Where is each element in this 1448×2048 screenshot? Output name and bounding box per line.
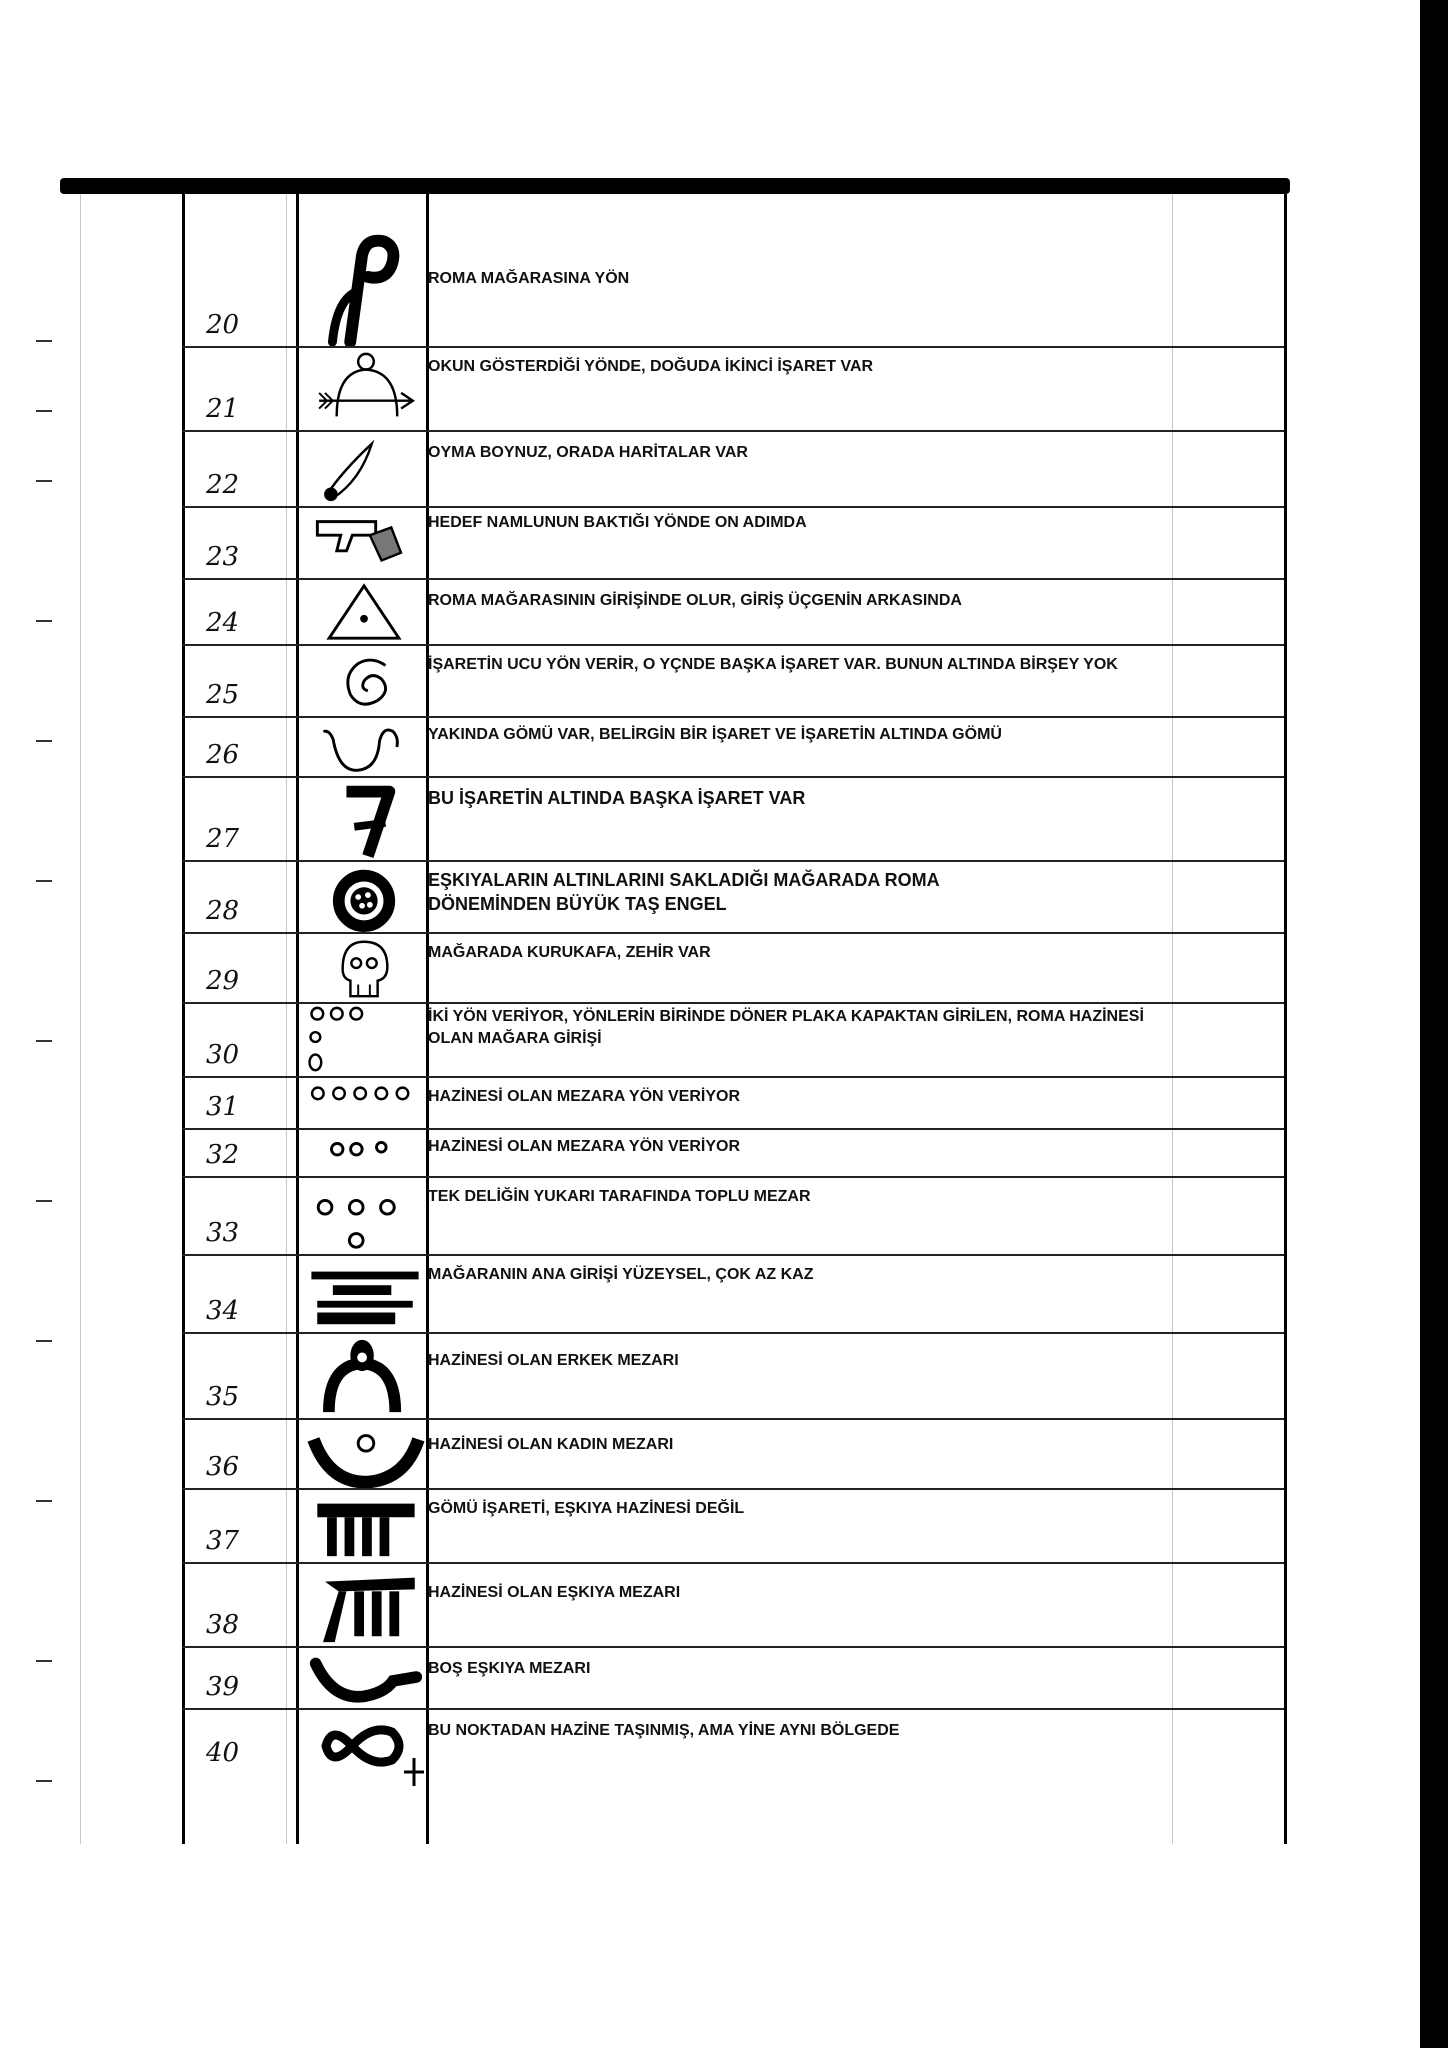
table-row <box>182 1256 1284 1334</box>
table-row <box>182 348 1284 432</box>
row-description: HAZİNESİ OLAN ERKEK MEZARI <box>428 1352 679 1369</box>
row-number: 39 <box>206 1672 240 1702</box>
table-row <box>182 1130 1284 1178</box>
row-number: 40 <box>206 1738 240 1768</box>
table-top-border <box>60 178 1290 194</box>
table-row <box>182 1648 1284 1710</box>
table-row <box>182 1334 1284 1420</box>
table-row <box>182 646 1284 718</box>
stacked-bars-icon <box>302 1256 428 1332</box>
three-circles-icon <box>302 1130 428 1176</box>
row-number: 29 <box>206 966 240 996</box>
rho-symbol-icon <box>302 194 428 346</box>
table-row <box>182 1178 1284 1256</box>
table-row <box>182 862 1284 934</box>
skull-icon <box>302 934 428 1002</box>
table-row <box>182 1710 1284 1840</box>
row-description: MAĞARANIN ANA GİRİŞİ YÜZEYSEL, ÇOK AZ KAZ <box>428 1266 814 1283</box>
pistol-icon <box>302 508 428 578</box>
row-number: 36 <box>206 1452 240 1482</box>
row-number: 21 <box>206 394 240 424</box>
row-number: 38 <box>206 1610 240 1640</box>
row-number: 28 <box>206 896 240 926</box>
arch-figure-icon <box>302 1334 428 1418</box>
row-description: BU İŞARETİN ALTINDA BAŞKA İŞARET VAR <box>428 788 806 808</box>
circles-l-shape-icon <box>302 1004 428 1076</box>
row-description: MAĞARADA KURUKAFA, ZEHİR VAR <box>428 944 711 961</box>
row-description: HEDEF NAMLUNUN BAKTIĞI YÖNDE ON ADIMDA <box>428 514 807 531</box>
table-row <box>182 718 1284 778</box>
arrow-through-dome-icon <box>302 348 428 430</box>
table-row <box>182 1004 1284 1078</box>
row-number: 20 <box>206 310 240 340</box>
infinity-cross-icon <box>302 1710 428 1790</box>
table-row <box>182 934 1284 1004</box>
page-edge-shadow <box>1420 0 1448 2048</box>
table-row <box>182 778 1284 862</box>
margin-marks <box>36 320 76 1820</box>
bowl-circle-icon <box>302 1420 428 1488</box>
row-number: 32 <box>206 1140 240 1170</box>
table-row <box>182 508 1284 580</box>
row-description: İŞARETİN UCU YÖN VERİR, O YÇNDE BAŞKA İŞARET VAR. BUNUN ALTINDA BİRŞEY YOK <box>428 656 1118 673</box>
row-number: 24 <box>206 608 240 638</box>
row-number: 27 <box>206 824 240 854</box>
table-row <box>182 1490 1284 1564</box>
row-description: EŞKIYALARIN ALTINLARINI SAKLADIĞI MAĞARADA ROMA DÖNEMİNDEN BÜYÜK TAŞ ENGEL <box>428 870 940 914</box>
row-description: OKUN GÖSTERDİĞİ YÖNDE, DOĞUDA İKİNCİ İŞARET VAR <box>428 358 874 375</box>
table-row <box>182 1078 1284 1130</box>
spiral-icon <box>302 646 428 716</box>
row-description: ROMA MAĞARASININ GİRİŞİNDE OLUR, GİRİŞ ÜÇGENİN ARKASINDA <box>428 592 962 609</box>
row-number: 22 <box>206 470 240 500</box>
row-number: 33 <box>206 1218 240 1248</box>
row-description: GÖMÜ İŞARETİ, EŞKIYA HAZİNESİ DEĞİL <box>428 1500 745 1517</box>
table-row <box>182 580 1284 646</box>
row-number: 35 <box>206 1382 240 1412</box>
row-description: OYMA BOYNUZ, ORADA HARİTALAR VAR <box>428 444 748 461</box>
slanted-comb-icon <box>302 1564 428 1646</box>
row-description: HAZİNESİ OLAN KADIN MEZARI <box>428 1436 674 1453</box>
carved-horn-icon <box>302 432 428 506</box>
table-right-border <box>1284 194 1287 1844</box>
table-row <box>182 1564 1284 1648</box>
circles-triangle-icon <box>302 1178 428 1254</box>
row-number: 26 <box>206 740 240 770</box>
triangle-dot-icon <box>302 580 428 644</box>
row-description: HAZİNESİ OLAN MEZARA YÖN VERİYOR <box>428 1088 741 1105</box>
comb-icon <box>302 1490 428 1562</box>
u-curl-icon <box>302 718 428 776</box>
row-description: İKİ YÖN VERİYOR, YÖNLERİN BİRİNDE DÖNER PLAKA KAPAKTAN GİRİLEN, ROMA HAZİNESİ OLAN MAĞARA GİRİŞİ <box>428 1008 1144 1047</box>
row-description: HAZİNESİ OLAN EŞKIYA MEZARI <box>428 1584 681 1601</box>
row-number: 23 <box>206 542 240 572</box>
row-number: 25 <box>206 680 240 710</box>
row-number: 34 <box>206 1296 240 1326</box>
table-row <box>182 432 1284 508</box>
round-stone-icon <box>302 862 428 932</box>
number-seven-icon <box>302 778 428 860</box>
row-number: 37 <box>206 1526 240 1556</box>
row-description: BU NOKTADAN HAZİNE TAŞINMIŞ, AMA YİNE AYNI BÖLGEDE <box>428 1722 900 1739</box>
row-description: HAZİNESİ OLAN MEZARA YÖN VERİYOR <box>428 1138 741 1155</box>
table-row <box>182 1420 1284 1490</box>
row-description: YAKINDA GÖMÜ VAR, BELİRGİN BİR İŞARET VE İŞARETİN ALTINDA GÖMÜ <box>428 726 1002 743</box>
row-description: ROMA MAĞARASINA YÖN <box>428 270 630 287</box>
hook-boat-icon <box>302 1648 428 1708</box>
row-number: 30 <box>206 1040 240 1070</box>
five-circles-icon <box>302 1078 428 1128</box>
row-description: TEK DELİĞİN YUKARI TARAFINDA TOPLU MEZAR <box>428 1188 811 1205</box>
table-row <box>182 194 1284 348</box>
row-number: 31 <box>206 1092 240 1122</box>
row-description: BOŞ EŞKIYA MEZARI <box>428 1660 591 1677</box>
left-margin-line <box>80 194 81 1844</box>
